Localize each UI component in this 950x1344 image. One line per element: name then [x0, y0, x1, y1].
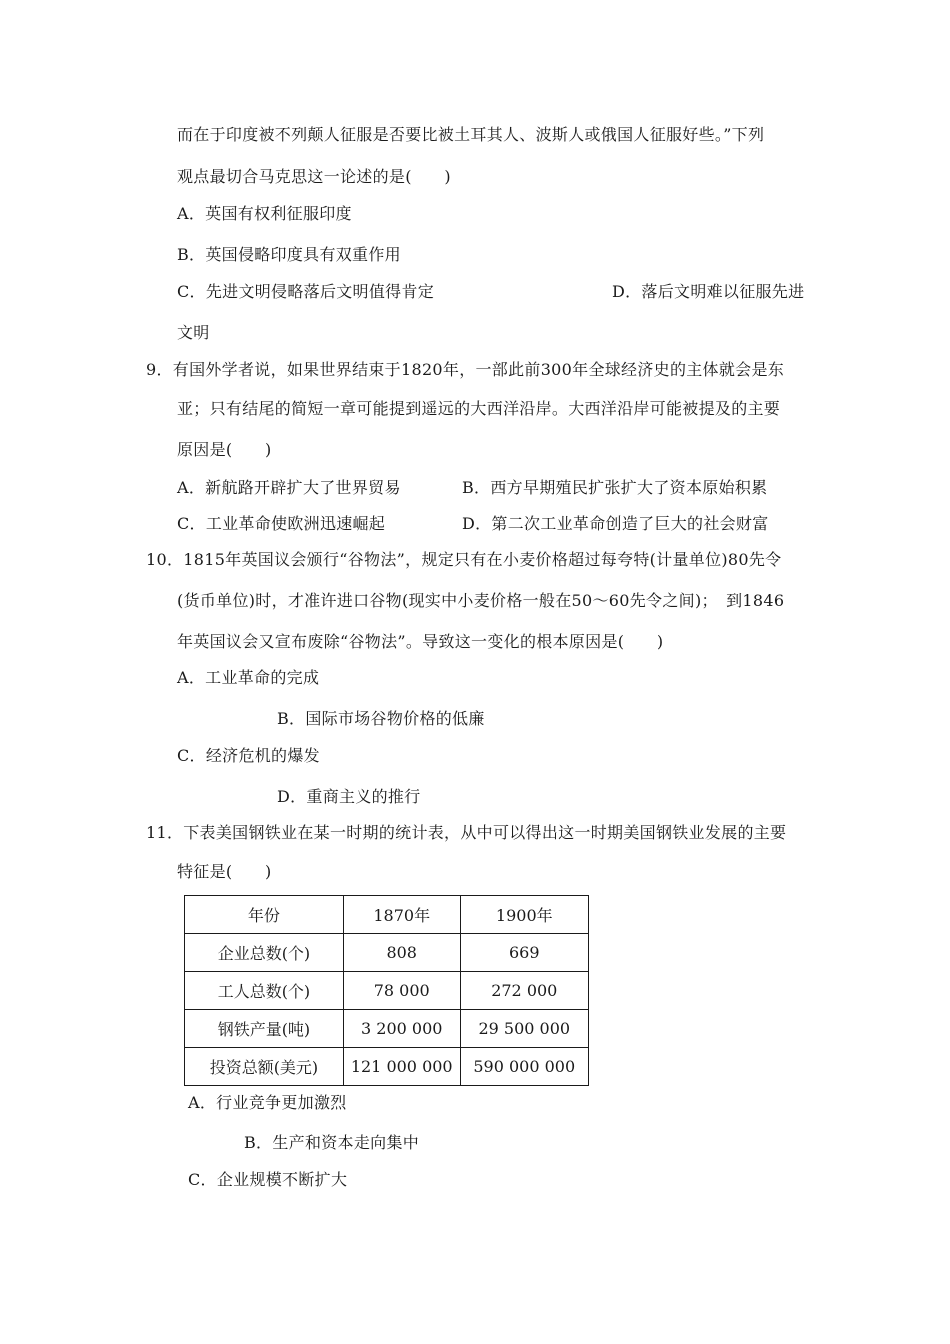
q10-stem-line1: 10．1815年英国议会颁行“谷物法”，规定只有在小麦价格超过每夸特(计量单位)80先令 — [146, 550, 782, 569]
table-cell: 808 — [343, 934, 460, 972]
q8-option-d-continued: 文明 — [177, 323, 210, 342]
q11-option-b: B．生产和资本走向集中 — [244, 1133, 420, 1152]
q9-stem-line3: 原因是( ) — [177, 440, 272, 459]
q9-option-d: D．第二次工业革命创造了巨大的社会财富 — [462, 514, 769, 533]
table-row — [185, 934, 589, 972]
table-cell: 121 000 000 — [343, 1048, 460, 1086]
q10-option-a: A．工业革命的完成 — [177, 668, 320, 687]
q11-option-a: A．行业竞争更加激烈 — [188, 1093, 347, 1112]
q9-stem-line1: 9．有国外学者说，如果世界结束于1820年，一部此前300年全球经济史的主体就会是东 — [146, 360, 785, 379]
q11-option-c: C．企业规模不断扩大 — [188, 1170, 348, 1189]
table-header-cell: 1870年 — [343, 896, 460, 934]
table-header-cell: 年份 — [185, 896, 344, 934]
table-row — [185, 1010, 589, 1048]
table-cell: 钢铁产量(吨) — [185, 1010, 344, 1048]
table-row — [185, 972, 589, 1010]
table-cell: 590 000 000 — [460, 1048, 588, 1086]
table-cell: 272 000 — [460, 972, 588, 1010]
table-cell: 工人总数(个) — [185, 972, 344, 1010]
table-cell: 企业总数(个) — [185, 934, 344, 972]
q8-stem-line1: 而在于印度被不列颠人征服是否要比被土耳其人、波斯人或俄国人征服好些。”下列 — [177, 125, 765, 144]
table-cell: 669 — [460, 934, 588, 972]
table-row — [185, 1048, 589, 1086]
q9-option-c: C．工业革命使欧洲迅速崛起 — [177, 514, 386, 533]
table-cell: 78 000 — [343, 972, 460, 1010]
table-cell: 投资总额(美元) — [185, 1048, 344, 1086]
q8-option-c: C．先进文明侵略落后文明值得肯定 — [177, 282, 435, 301]
q10-option-c: C．经济危机的爆发 — [177, 746, 320, 765]
q10-option-b: B．国际市场谷物价格的低廉 — [277, 709, 485, 728]
table-cell: 29 500 000 — [460, 1010, 588, 1048]
q8-stem-line2: 观点最切合马克思这一论述的是( ) — [177, 167, 451, 186]
q8-option-a: A．英国有权利征服印度 — [177, 204, 352, 223]
q8-option-b: B．英国侵略印度具有双重作用 — [177, 245, 401, 264]
q10-option-d: D．重商主义的推行 — [277, 787, 421, 806]
table-cell: 3 200 000 — [343, 1010, 460, 1048]
q8-option-d: D．落后文明难以征服先进 — [612, 282, 805, 301]
q11-stem-line1: 11．下表美国钢铁业在某一时期的统计表，从中可以得出这一时期美国钢铁业发展的主要 — [146, 823, 787, 842]
q9-option-a: A．新航路开辟扩大了世界贸易 — [177, 478, 401, 497]
q10-stem-line2: (货币单位)时，才准许进口谷物(现实中小麦价格一般在50～60先令之间)； 到1846 — [177, 591, 785, 610]
q9-stem-line2: 亚；只有结尾的简短一章可能提到遥远的大西洋沿岸。大西洋沿岸可能被提及的主要 — [177, 399, 781, 418]
table-header-row — [185, 896, 589, 934]
table-header-cell: 1900年 — [460, 896, 588, 934]
q10-stem-line3: 年英国议会又宣布废除“谷物法”。导致这一变化的根本原因是( ) — [177, 632, 664, 651]
q11-stem-line2: 特征是( ) — [177, 862, 272, 881]
steel-statistics-table — [184, 895, 589, 1086]
q9-option-b: B．西方早期殖民扩张扩大了资本原始积累 — [462, 478, 768, 497]
